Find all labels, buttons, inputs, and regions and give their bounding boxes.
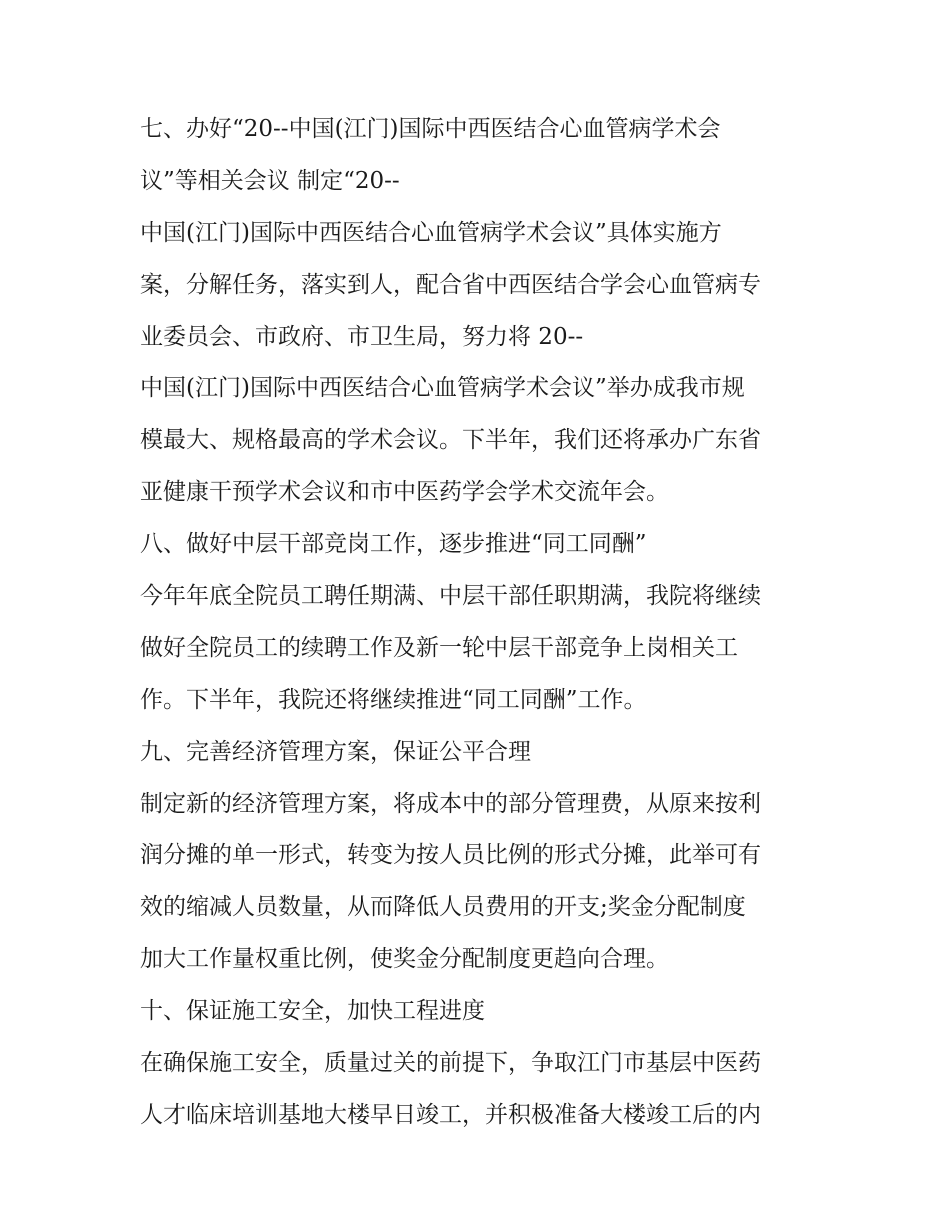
body-text-line: 润分摊的单一形式，转变为按人员比例的形式分摊，此举可有 — [140, 842, 761, 869]
section-heading-10: 十、保证施工安全，加快工程进度 — [140, 998, 485, 1025]
body-text-line: 人才临床培训基地大楼早日竣工，并积极准备大楼竣工后的内 — [140, 1101, 761, 1128]
body-text-line: 中国(江门)国际中西医结合心血管病学术会议”举办成我市规 — [140, 375, 745, 402]
body-text-line: 模最大、规格最高的学术会议。下半年，我们还将承办广东省 — [140, 427, 761, 454]
body-text-line: 加大工作量权重比例，使奖金分配制度更趋向合理。 — [140, 946, 669, 973]
section-heading-7: 七、办好“20--中国(江门)国际中西医结合心血管病学术会 — [140, 116, 721, 142]
body-text-line: 业委员会、市政府、市卫生局，努力将 20-- — [140, 323, 584, 350]
body-text-line: 议”等相关会议 制定“20-- — [140, 167, 400, 194]
body-text-line: 制定新的经济管理方案，将成本中的部分管理费，从原来按利 — [140, 790, 761, 817]
section-heading-8: 八、做好中层干部竞岗工作，逐步推进“同工同酬” — [140, 531, 647, 558]
body-text-line: 在确保施工安全，质量过关的前提下，争取江门市基层中医药 — [140, 1050, 761, 1077]
body-text-line: 效的缩减人员数量，从而降低人员费用的开支;奖金分配制度 — [140, 894, 746, 921]
body-text-line: 案，分解任务，落实到人，配合省中西医结合学会心血管病专 — [140, 271, 761, 298]
section-heading-9: 九、完善经济管理方案，保证公平合理 — [140, 738, 531, 765]
document-body — [140, 110, 820, 1148]
body-text-line: 亚健康干预学术会议和市中医药学会学术交流年会。 — [140, 479, 669, 506]
body-text-line: 中国(江门)国际中西医结合心血管病学术会议”具体实施方 — [140, 219, 722, 246]
body-text-line: 作。下半年，我院还将继续推进“同工同酬”工作。 — [140, 686, 647, 713]
body-text-line: 今年年底全院员工聘任期满、中层干部任职期满，我院将继续 — [140, 583, 761, 610]
body-text-line: 做好全院员工的续聘工作及新一轮中层干部竞争上岗相关工 — [140, 634, 738, 661]
